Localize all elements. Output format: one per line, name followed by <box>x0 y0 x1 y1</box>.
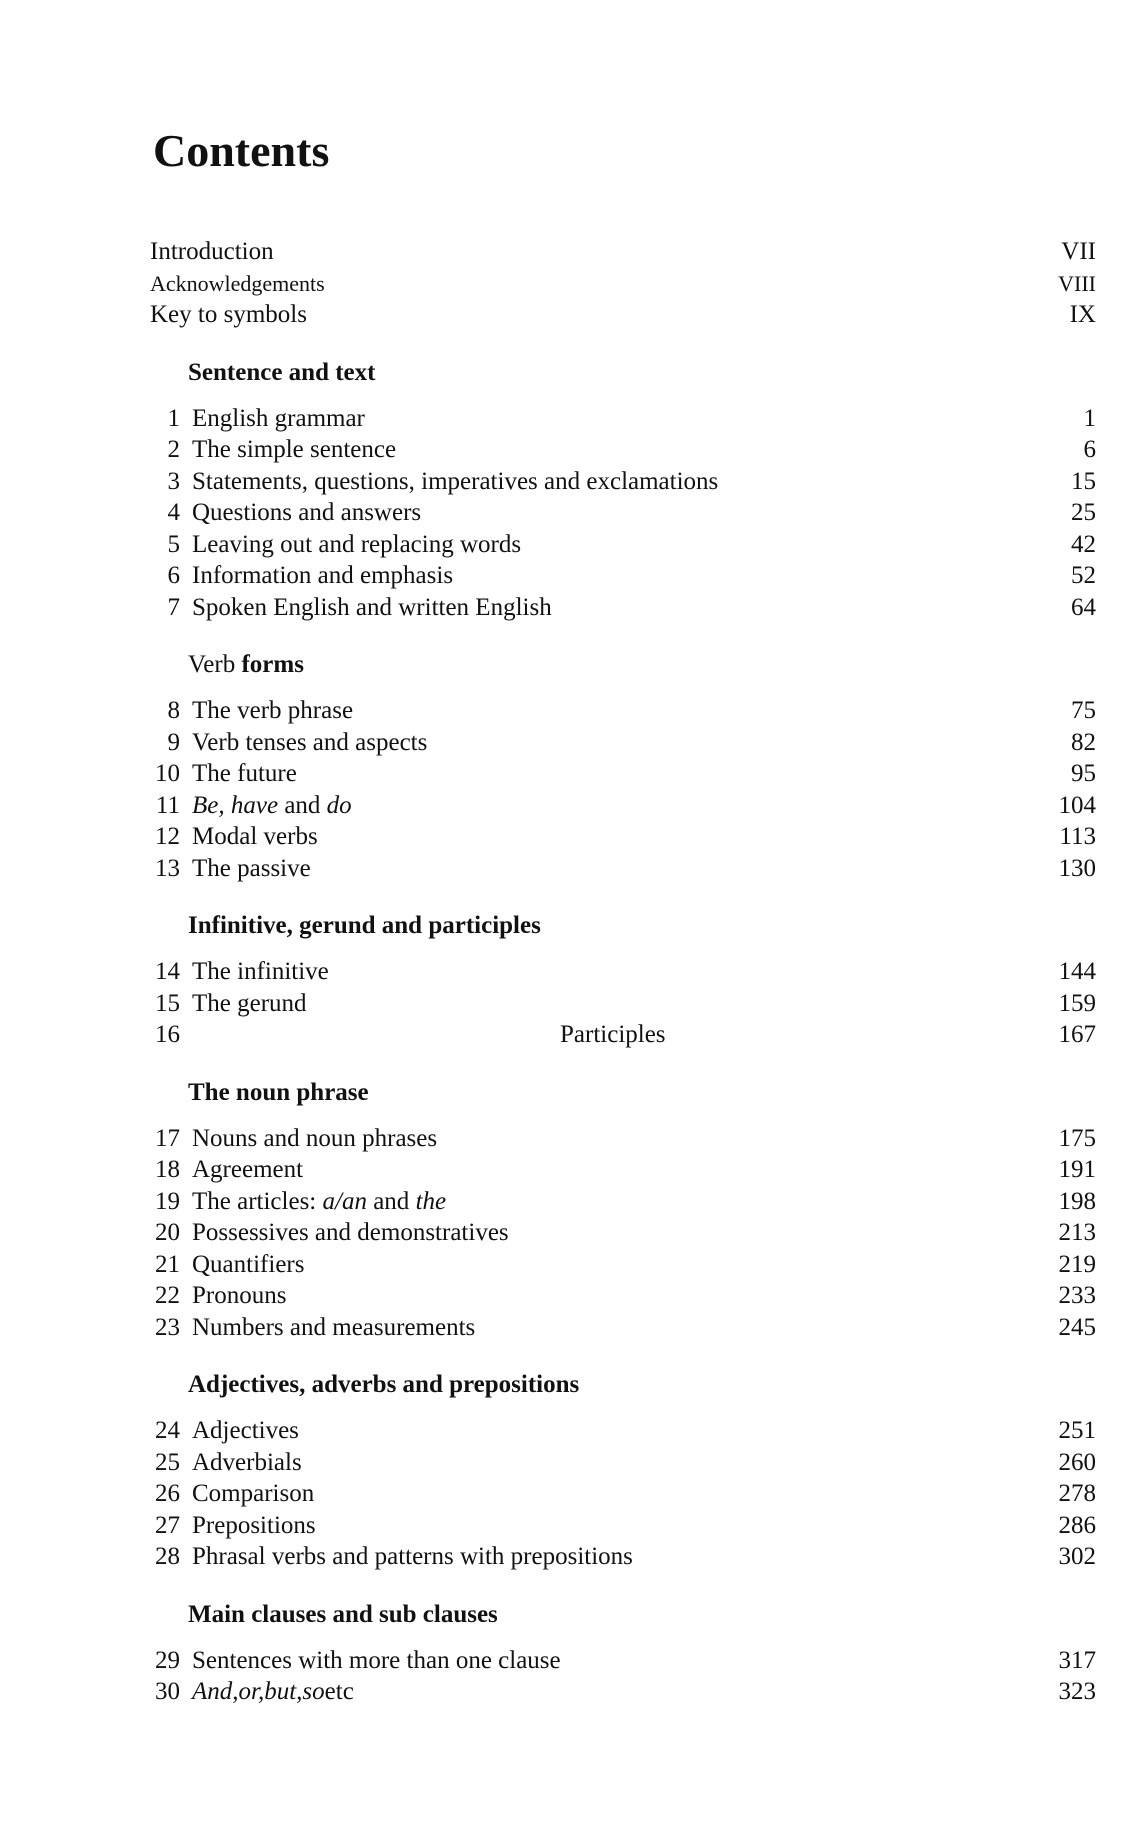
toc-entry-page: 104 <box>1058 791 1096 819</box>
toc-entry[interactable] <box>150 988 1096 1020</box>
toc-entry-title: Acknowledgements <box>150 270 325 296</box>
toc-entry-page: 1 <box>1083 404 1096 432</box>
chapter-number: 7 <box>167 593 180 621</box>
toc-entry-page: VII <box>1061 238 1096 265</box>
chapter-number: 17 <box>155 1124 180 1152</box>
toc-entry-page: 175 <box>1058 1124 1096 1152</box>
toc-entry-page: 278 <box>1058 1480 1096 1507</box>
toc-entry-title: The future <box>192 760 297 787</box>
toc-entry[interactable] <box>150 1280 1096 1312</box>
toc-entry[interactable] <box>150 1186 1096 1218</box>
toc-entry[interactable] <box>150 403 1096 435</box>
toc-entry[interactable] <box>150 1510 1096 1542</box>
section-heading-plain: Verb <box>188 651 236 678</box>
toc-entry-page: 159 <box>1058 989 1096 1017</box>
toc-entry-title: Possessives and demonstratives <box>192 1219 509 1246</box>
chapter-number: 28 <box>155 1543 180 1570</box>
toc-entry-title: The passive <box>192 854 311 882</box>
toc-entry-page: 213 <box>1058 1219 1096 1246</box>
toc-entry-title <box>192 1676 354 1708</box>
toc-entry-title: Spoken English and written English <box>192 593 552 621</box>
section-heading: The noun phrase <box>188 1078 369 1106</box>
toc-entry-title: Information and emphasis <box>192 562 454 589</box>
section-heading: Main clauses and sub clauses <box>188 1600 498 1628</box>
chapter-number: 26 <box>155 1480 180 1507</box>
chapter-number: 19 <box>155 1187 180 1215</box>
toc-entry-page: 323 <box>1058 1678 1096 1705</box>
toc-entry-title: The gerund <box>192 989 307 1017</box>
chapter-number: 10 <box>155 760 180 787</box>
toc-entry-title: Statements, questions, imperatives and exclamations <box>192 467 719 495</box>
toc-entry-page: 15 <box>1071 467 1096 495</box>
title-plain-part: etc <box>324 1678 354 1705</box>
toc-entry[interactable] <box>150 790 1096 822</box>
chapter-number: 9 <box>167 728 180 756</box>
toc-entry-title: Phrasal verbs and patterns with prepositions <box>192 1543 633 1570</box>
chapter-number: 4 <box>167 499 180 526</box>
toc-entry[interactable] <box>150 1676 1096 1708</box>
title-plain-part: and <box>366 1187 416 1215</box>
toc-entry[interactable] <box>150 1541 1096 1573</box>
toc-entry-title: Nouns and noun phrases <box>192 1124 438 1152</box>
toc-entry-title <box>192 1186 446 1218</box>
toc-entry-title: Leaving out and replacing words <box>192 530 522 558</box>
toc-entry-page: 260 <box>1058 1448 1096 1476</box>
chapter-number: 20 <box>155 1219 180 1246</box>
toc-entry[interactable] <box>150 1645 1096 1677</box>
chapter-number: 5 <box>167 530 180 558</box>
chapter-number: 23 <box>155 1313 180 1341</box>
toc-entry-title: Verb tenses and aspects <box>192 728 428 756</box>
toc-entry-key-to-symbols[interactable] <box>150 299 1096 331</box>
chapter-number: 22 <box>155 1282 180 1309</box>
toc-entry-title: Comparison <box>192 1480 315 1507</box>
toc-entry-title: Pronouns <box>192 1282 287 1309</box>
chapter-number: 18 <box>155 1156 180 1183</box>
chapter-number: 6 <box>167 562 180 589</box>
chapter-number: 16 <box>155 1021 180 1048</box>
toc-entry-title: Participles <box>560 1021 666 1048</box>
toc-entry[interactable] <box>150 1415 1096 1447</box>
toc-entry-page: 167 <box>1058 1021 1096 1048</box>
title-plain-part: The articles: <box>192 1187 323 1215</box>
toc-entry-title: Numbers and measurements <box>192 1313 476 1341</box>
chapter-number: 8 <box>167 697 180 724</box>
toc-entry[interactable] <box>150 1123 1096 1155</box>
section-heading: Infinitive, gerund and participles <box>188 912 541 939</box>
toc-entry[interactable] <box>150 821 1096 853</box>
toc-entry-page: 130 <box>1058 854 1096 882</box>
toc-entry-page: 52 <box>1071 562 1096 589</box>
toc-entry[interactable] <box>150 956 1096 988</box>
toc-entry-acknowledgements[interactable] <box>150 268 1096 300</box>
chapter-number: 12 <box>155 823 180 850</box>
toc-entry-page: 82 <box>1071 728 1096 756</box>
toc-entry-title: English grammar <box>192 404 365 432</box>
chapter-number: 14 <box>155 958 180 985</box>
toc-entry-page: 286 <box>1058 1511 1096 1539</box>
toc-entry-page: 191 <box>1058 1156 1096 1183</box>
toc-entry-title: Prepositions <box>192 1511 316 1539</box>
toc-entry-page: 245 <box>1058 1313 1096 1341</box>
chapter-number: 30 <box>155 1678 180 1705</box>
toc-entry-title: The infinitive <box>192 958 329 985</box>
title-italic-part: And,or,but,so <box>192 1678 325 1705</box>
chapter-number: 1 <box>167 404 180 432</box>
toc-entry-introduction[interactable] <box>150 236 1096 268</box>
toc-entry-page: 219 <box>1058 1250 1096 1278</box>
toc-entry-page: 64 <box>1071 593 1096 621</box>
title-italic-part: the <box>415 1187 447 1215</box>
chapter-number: 2 <box>167 436 180 463</box>
toc-entry-page: 233 <box>1058 1282 1096 1309</box>
toc-entry[interactable] <box>150 1447 1096 1479</box>
toc-entry-page: 198 <box>1058 1187 1096 1215</box>
toc-entry-title: Key to symbols <box>150 301 307 328</box>
toc-entry-page: 317 <box>1058 1646 1096 1674</box>
title-italic-part: a/an <box>322 1187 367 1215</box>
toc-entry-title: Agreement <box>192 1156 304 1183</box>
chapter-number: 27 <box>155 1511 180 1539</box>
toc-entry[interactable] <box>150 758 1096 790</box>
chapter-number: 11 <box>155 791 180 819</box>
toc-entry-title: Modal verbs <box>192 823 318 850</box>
toc-entry[interactable] <box>150 1312 1096 1344</box>
toc-entry-page: VIII <box>1058 270 1096 296</box>
toc-entry[interactable] <box>150 529 1096 561</box>
chapter-number: 15 <box>155 989 180 1017</box>
toc-entry-title: Quantifiers <box>192 1250 305 1278</box>
title-italic-part: Be, have <box>192 791 279 819</box>
toc-entry-page: 113 <box>1059 823 1096 850</box>
toc-entry-title: Introduction <box>150 238 274 265</box>
toc-entry-page: 302 <box>1058 1543 1096 1570</box>
toc-entry[interactable] <box>150 1249 1096 1281</box>
chapter-number: 21 <box>155 1250 180 1278</box>
section-heading <box>188 649 1096 680</box>
toc-entry-title: Sentences with more than one clause <box>192 1646 561 1674</box>
toc-entry[interactable] <box>150 466 1096 498</box>
toc-entry[interactable] <box>150 1019 1096 1051</box>
toc-entry-title: Adjectives <box>192 1417 299 1444</box>
toc-entry-title <box>192 790 352 822</box>
toc-entry[interactable] <box>150 434 1096 466</box>
toc-entry[interactable] <box>150 727 1096 759</box>
section-heading: Sentence and text <box>188 358 376 386</box>
toc-entry[interactable] <box>150 497 1096 529</box>
chapter-number: 24 <box>155 1417 180 1444</box>
toc-entry[interactable] <box>150 1217 1096 1249</box>
title-italic-part: do <box>326 791 352 819</box>
toc-entry[interactable] <box>150 1478 1096 1510</box>
toc-entry[interactable] <box>150 853 1096 885</box>
toc-entry-page: 95 <box>1071 760 1096 787</box>
toc-entry-page: 144 <box>1058 958 1096 985</box>
chapter-number: 29 <box>155 1646 180 1674</box>
section-heading: Adjectives, adverbs and prepositions <box>188 1371 580 1398</box>
toc-entry-page: 25 <box>1071 499 1096 526</box>
toc-entry[interactable] <box>150 560 1096 592</box>
toc-entry[interactable] <box>150 592 1096 624</box>
toc-entry-title: Questions and answers <box>192 499 422 526</box>
toc-entry-title: The simple sentence <box>192 436 397 463</box>
toc-entry-title: The verb phrase <box>192 697 354 724</box>
toc-entry-page: 42 <box>1071 530 1096 558</box>
chapter-number: 25 <box>155 1448 180 1476</box>
toc-entry-page: 6 <box>1083 436 1096 463</box>
toc-entry[interactable] <box>150 695 1096 727</box>
toc-entry-page: 251 <box>1058 1417 1096 1444</box>
page-title: Contents <box>153 125 330 176</box>
chapter-number: 13 <box>155 854 180 882</box>
toc-entry-page: 75 <box>1071 697 1096 724</box>
toc-entry-title: Adverbials <box>192 1448 302 1476</box>
section-heading-bold: forms <box>241 651 304 678</box>
chapter-number: 3 <box>167 467 180 495</box>
table-of-contents <box>150 236 1096 1708</box>
toc-entry-page: IX <box>1069 301 1096 328</box>
toc-entry[interactable] <box>150 1154 1096 1186</box>
title-plain-part: and <box>278 791 327 819</box>
